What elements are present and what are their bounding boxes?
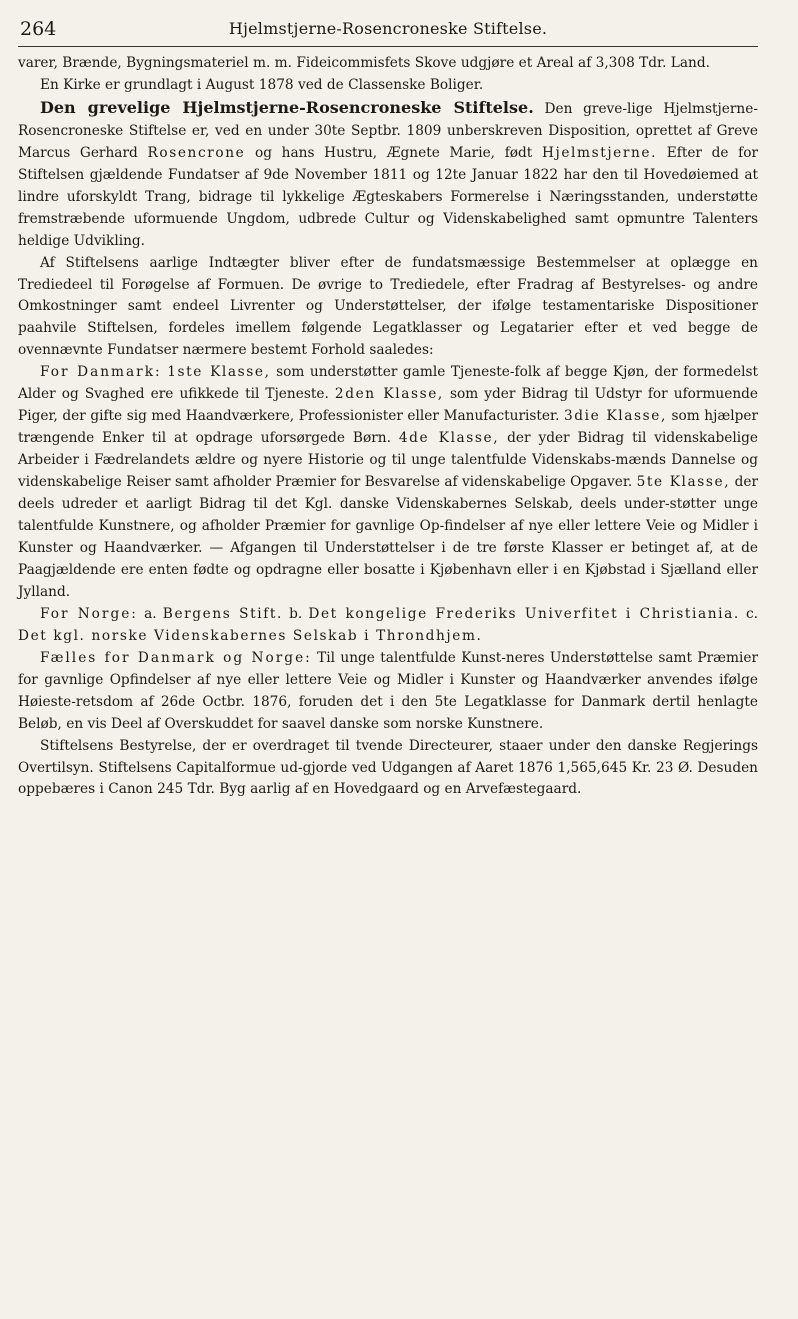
denmark-lead: For Danmark: — [40, 364, 162, 381]
founding-text-middle: og hans Hustru, Ægnete Marie, født — [255, 144, 533, 161]
denmark-classes-paragraph — [18, 362, 758, 603]
class-5-text: der deels udreder et aarligt Bidrag til det Kgl. danske Videnskabernes Selskab, deels under-støtter unge talentfulde Kunstnere, og afholder Præmier for gavnlige Op-findelser af nye eller lettere Veie og Midler i Kunster og Haandværker. — Afgangen til Understøttelser i de tre første Klasser er betinget af, at de Paagjældende ere enten fødte og opdragne eller bosatte i Kjøbenhavn eller i en Kjøbstad i Sjælland eller Jylland. — [18, 474, 758, 600]
norway-item-b-marker: b. — [289, 605, 303, 622]
foundation-paragraph — [18, 97, 758, 253]
intro-line-1: varer, Brænde, Bygningsmateriel m. m. Fideicommisfets Skove udgjøre — [18, 55, 515, 71]
class-2-text: som yder Bidrag til Udstyr for uformuende Piger, der gifte sig med Haandværkere, Professionister eller Manufacturister. — [18, 386, 758, 425]
founder-surname: Rosencrone — [147, 144, 246, 161]
class-4-text: der yder Bidrag til videnskabelige Arbeider i Fædrelandets ældre og nyere Historie og til unge talentfulde Videnskabs-mænds Dannelse og videnskabelige Reiser samt afholder Præmier for Besvarelse af videnskabelige Opgaver. — [18, 430, 758, 491]
intro-paragraph — [18, 53, 758, 75]
norway-item-a-marker: a. — [144, 605, 157, 622]
body-text — [18, 53, 758, 801]
class-4-label: 4de Klasse, — [398, 430, 500, 447]
class-1-text: som understøtter gamle Tjeneste-folk af begge Kjøn, der formedelst Alder og Svaghed ere ufikkede til Tjeneste. — [18, 364, 758, 403]
common-lead: Fælles for Danmark og Norge: — [40, 649, 312, 666]
norway-lead: For Norge: — [40, 605, 138, 622]
founding-purpose: Efter de for Stiftelsen gjældende Fundatser af 9de November 1811 og 12te Januar 1822 har den til Hovedøiemed at lindre uforskyldt Trang, bidrage til lykkelige Ægteskabers Formerelse i Næringsstanden, understøtte fremstræbende uformuende Ungdom, udbrede Cultur og Videnskabelighed samt opmuntre Talenters heldige Udvikling. — [18, 144, 759, 249]
founder-wife-surname: Hjelmstjerne. — [541, 144, 658, 161]
running-head — [18, 16, 758, 47]
administration-paragraph: Stiftelsens Bestyrelse, der er overdraget til tvende Directeurer, staaer under den danske Regjerings Overtilsyn. Stiftelsens Capitalformue ud-gjorde ved Udgangen af Aaret 1876 1,565,645 Kr. 23 Ø. Desuden oppebæres i Canon 245 Tdr. Byg aarlig af en Hovedgaard og en Arvefæstegaard. — [18, 737, 758, 798]
common-paragraph — [18, 648, 758, 736]
class-3-label: 3die Klasse, — [563, 408, 667, 425]
common-text: Til unge talentfulde Kunst-neres Understøttelse samt Præmier for gavnlige Opfindelser af nye eller lettere Veie og Midler i Kunster og Haandværker anvendes ifølge Høieste-retsdom af 26de Octbr. 1876, foruden det i den 5te Legatklasse for Danmark dertil henlagte Beløb, en vis Deel af Overskuddet for saavel danske som norske Kunstnere. — [18, 649, 758, 732]
page-number: 264 — [20, 18, 57, 40]
intro-line-2: et Areal af 3,308 Tdr. Land. — [518, 55, 710, 71]
founding-text: Den greve-lige Hjelmstjerne-Rosencroneske Stiftelse er, ved en under 30te Septbr. 1809 unberskreven Disposition, oprettet af Greve Marcus Gerhard — [18, 100, 758, 161]
class-3-text: som hjælper trængende Enker til at opdrage uforsørgede Børn. — [18, 408, 758, 447]
class-1-label: 1ste Klasse, — [167, 364, 271, 381]
income-paragraph: Af Stiftelsens aarlige Indtægter bliver efter de fundatsmæssige Bestemmelser at oplægge en Trediedeel til Forøgelse af Formuen. De øvrige to Trediedele, efter Fradrag af Bestyrelses- og andre Omkostninger samt endeel Livrenter og Understøttelser, der ifølge testamentariske Dispositioner paahvile Stiftelsen, fordeles imellem følgende Legatklasser og Legatarier efter et ved begge de ovennævnte Fundatser nærmere bestemt Forhold saaledes: — [18, 254, 758, 359]
norway-item-a: Bergens Stift. — [162, 605, 283, 622]
running-title: Hjelmstjerne-Rosencroneske Stiftelse. — [228, 19, 548, 38]
church-note: En Kirke er grundlagt i August 1878 ved de Classenske Boliger. — [40, 76, 484, 93]
norway-item-b: Det kongelige Frederiks Univerfitet i Christiania. — [308, 605, 740, 622]
class-2-label: 2den Klasse, — [334, 386, 444, 403]
norway-paragraph — [18, 604, 758, 648]
norway-item-c-marker: c. — [746, 605, 759, 622]
norway-item-c: Det kgl. norske Videnskabernes Selskab i Throndhjem. — [18, 627, 483, 644]
section-heading: Den grevelige Hjelmstjerne-Rosencroneske Stiftelse. — [40, 97, 534, 117]
class-5-label: 5te Klasse, — [636, 474, 731, 491]
